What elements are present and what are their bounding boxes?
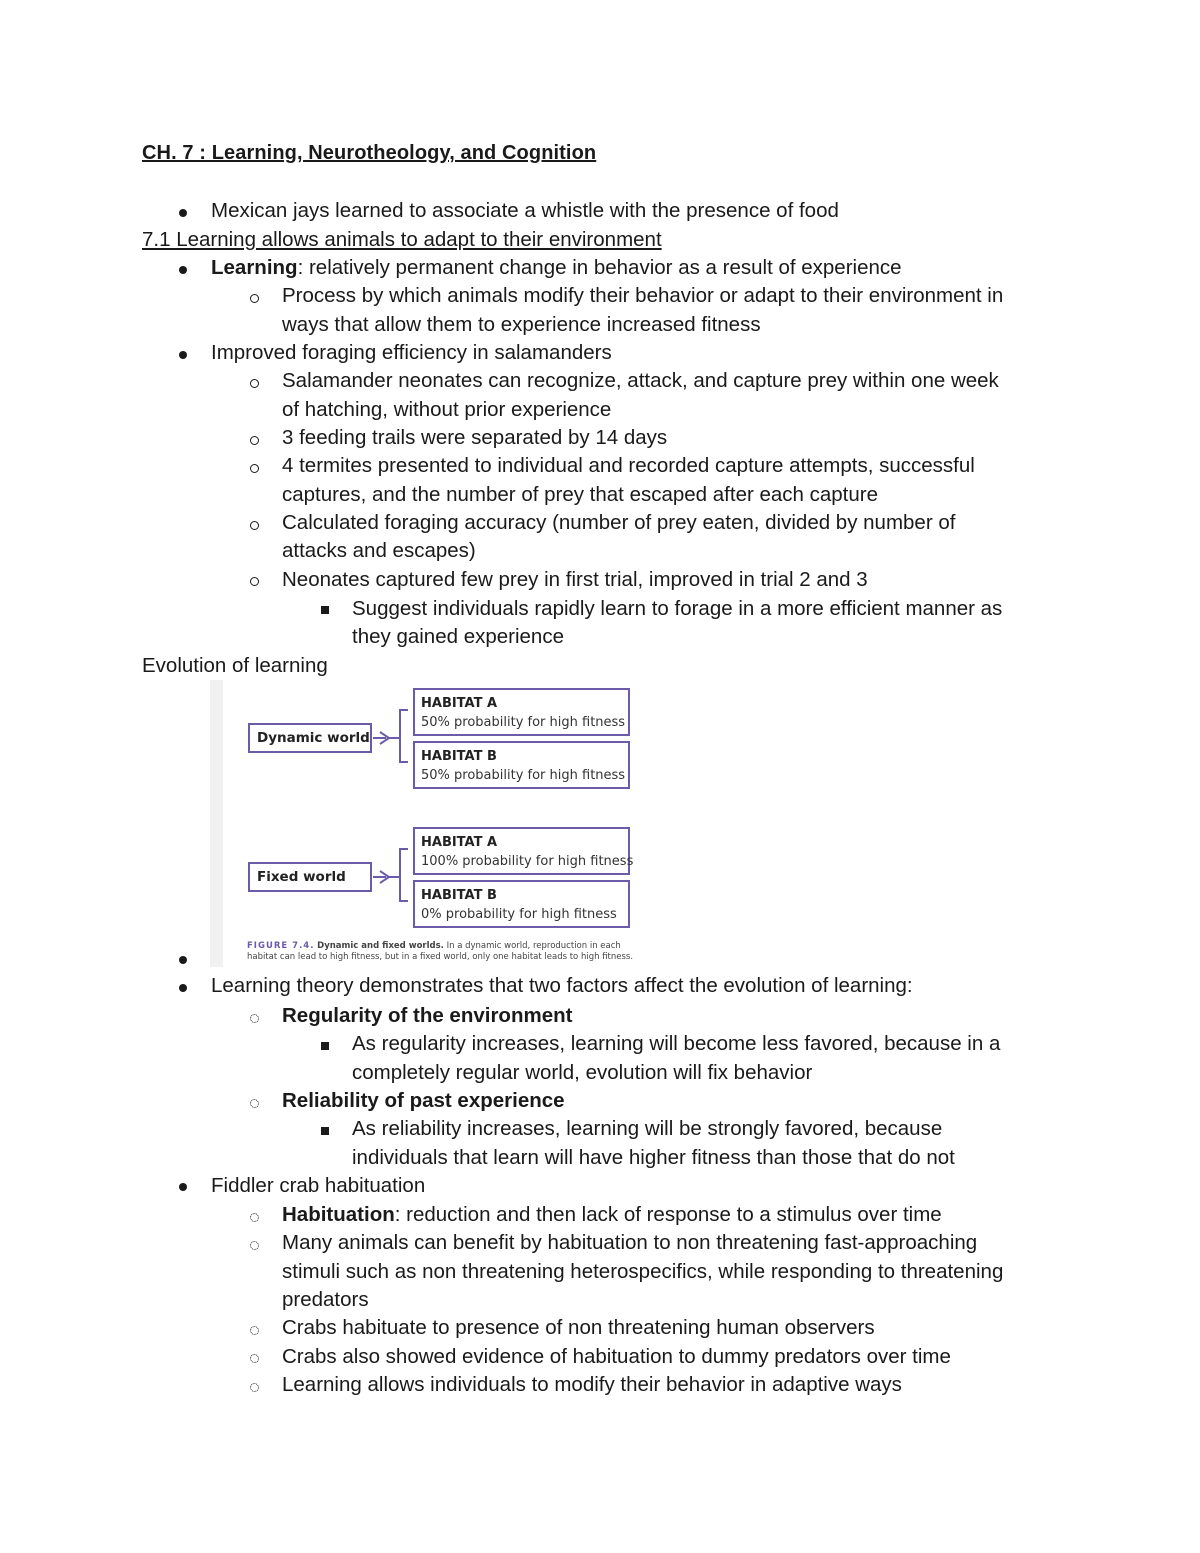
dynamic-habitat-a-box — [413, 688, 630, 736]
foraging-item-3-line-1: 4 termites presented to individual and recorded capture attempts, successful — [282, 454, 975, 477]
figure-caption-title: Dynamic and fixed worlds. — [317, 941, 444, 951]
habitat-title: HABITAT B — [421, 749, 497, 764]
section-heading-7-1: 7.1 Learning allows animals to adapt to their environment — [142, 228, 662, 251]
bullet-dotted-circle-icon — [250, 1383, 259, 1392]
habitat-probability: 50% probability for high fitness — [421, 768, 626, 783]
habituation-item-3: Crabs habituate to presence of non threatening human observers — [282, 1316, 875, 1339]
foraging-item-2: 3 feeding trails were separated by 14 days — [282, 426, 668, 449]
bullet-dotted-circle-icon — [250, 1241, 259, 1250]
figure-caption-line-2: habitat can lead to high fitness, but in a fixed world, only one habitat leads to high fitness. — [247, 952, 634, 962]
bullet-square-icon — [321, 1042, 329, 1050]
habituation-item-4: Crabs also showed evidence of habituation to dummy predators over time — [282, 1345, 951, 1368]
bullet-dot-icon — [179, 351, 187, 359]
regularity-line-1: As regularity increases, learning will become less favored, because in a — [352, 1032, 1001, 1055]
foraging-sub-item-line-1: Suggest individuals rapidly learn to forage in a more efficient manner as — [352, 597, 1003, 620]
fiddler-crab-heading: Fiddler crab habituation — [211, 1174, 426, 1197]
learning-def-text: : relatively permanent change in behavior as a result of experience — [297, 256, 902, 279]
bullet-circle-icon — [250, 521, 259, 530]
regularity-heading: Regularity of the environment — [282, 1004, 573, 1027]
evolution-heading: Evolution of learning — [142, 654, 328, 677]
reliability-line-1: As reliability increases, learning will be strongly favored, because — [352, 1117, 943, 1140]
fixed-bracket — [400, 849, 408, 901]
bullet-square-icon — [321, 606, 329, 614]
habitat-probability: 50% probability for high fitness — [421, 715, 626, 730]
habitat-probability: 0% probability for high fitness — [421, 907, 617, 922]
habituation-definition — [282, 1201, 942, 1229]
bullet-circle-icon — [250, 464, 259, 473]
habituation-item-2-line-1: Many animals can benefit by habituation to non threatening fast-approaching — [282, 1231, 978, 1254]
learning-term: Learning — [211, 256, 298, 279]
learning-definition — [211, 254, 902, 282]
fixed-habitat-b-box — [413, 880, 630, 928]
fixed-world-box: Fixed world — [248, 862, 372, 892]
bullet-dot-icon — [179, 209, 187, 217]
fixed-habitat-a-box — [413, 827, 634, 875]
bullet-dotted-circle-icon — [250, 1213, 259, 1222]
foraging-item-1-line-1: Salamander neonates can recognize, attack, and capture prey within one week — [282, 369, 999, 392]
habituation-item-2-line-3: predators — [282, 1288, 369, 1311]
intro-bullet: Mexican jays learned to associate a whistle with the presence of food — [211, 199, 839, 222]
figure-dynamic-fixed-worlds — [210, 680, 650, 967]
habituation-item-2-line-2: stimuli such as non threatening heterospecifics, while responding to threatening — [282, 1260, 1004, 1283]
foraging-heading: Improved foraging efficiency in salamanders — [211, 341, 612, 364]
foraging-item-4-line-2: attacks and escapes) — [282, 539, 476, 562]
bullet-dotted-circle-icon — [250, 1354, 259, 1363]
bullet-circle-icon — [250, 577, 259, 586]
habituation-term: Habituation — [282, 1203, 395, 1226]
habitat-title: HABITAT B — [421, 888, 497, 903]
reliability-heading: Reliability of past experience — [282, 1089, 565, 1112]
bullet-square-icon — [321, 1127, 329, 1135]
figure-caption-line-1: In a dynamic world, reproduction in each — [446, 941, 621, 951]
habitat-title: HABITAT A — [421, 696, 498, 711]
learning-theory: Learning theory demonstrates that two factors affect the evolution of learning: — [211, 974, 913, 997]
dynamic-bracket — [400, 710, 408, 762]
bullet-dot-icon — [179, 956, 187, 964]
learning-sub-line-1: Process by which animals modify their behavior or adapt to their environment in — [282, 284, 1004, 307]
bullet-circle-icon — [250, 294, 259, 303]
regularity-line-2: completely regular world, evolution will fix behavior — [352, 1061, 813, 1084]
dynamic-arrow-icon — [373, 732, 389, 744]
foraging-sub-item-line-2: they gained experience — [352, 625, 564, 648]
habituation-item-5: Learning allows individuals to modify their behavior in adaptive ways — [282, 1373, 902, 1396]
foraging-item-5: Neonates captured few prey in first trial, improved in trial 2 and 3 — [282, 568, 868, 591]
bullet-dot-icon — [179, 984, 187, 992]
bullet-circle-icon — [250, 436, 259, 445]
page-title: CH. 7 : Learning, Neurotheology, and Cognition — [142, 142, 597, 164]
bullet-dotted-circle-icon — [250, 1014, 259, 1023]
learning-sub-line-2: ways that allow them to experience increased fitness — [282, 313, 761, 336]
bullet-dotted-circle-icon — [250, 1099, 259, 1108]
foraging-item-1-line-2: of hatching, without prior experience — [282, 398, 612, 421]
dynamic-world-box: Dynamic world — [248, 723, 372, 753]
fixed-arrow-icon — [373, 871, 389, 883]
bullet-circle-icon — [250, 379, 259, 388]
foraging-item-4-line-1: Calculated foraging accuracy (number of prey eaten, divided by number of — [282, 511, 956, 534]
habitat-probability: 100% probability for high fitness — [421, 854, 634, 869]
habitat-title: HABITAT A — [421, 835, 498, 850]
foraging-item-3-line-2: captures, and the number of prey that escaped after each capture — [282, 483, 879, 506]
reliability-line-2: individuals that learn will have higher fitness than those that do not — [352, 1146, 955, 1169]
dynamic-habitat-b-box — [413, 741, 630, 789]
figure-caption — [247, 941, 647, 963]
bullet-dotted-circle-icon — [250, 1326, 259, 1335]
figure-caption-label: FIGURE 7.4. — [247, 941, 315, 951]
bullet-dot-icon — [179, 266, 187, 274]
habituation-def-text: : reduction and then lack of response to a stimulus over time — [394, 1203, 942, 1226]
bullet-dot-icon — [179, 1183, 187, 1191]
